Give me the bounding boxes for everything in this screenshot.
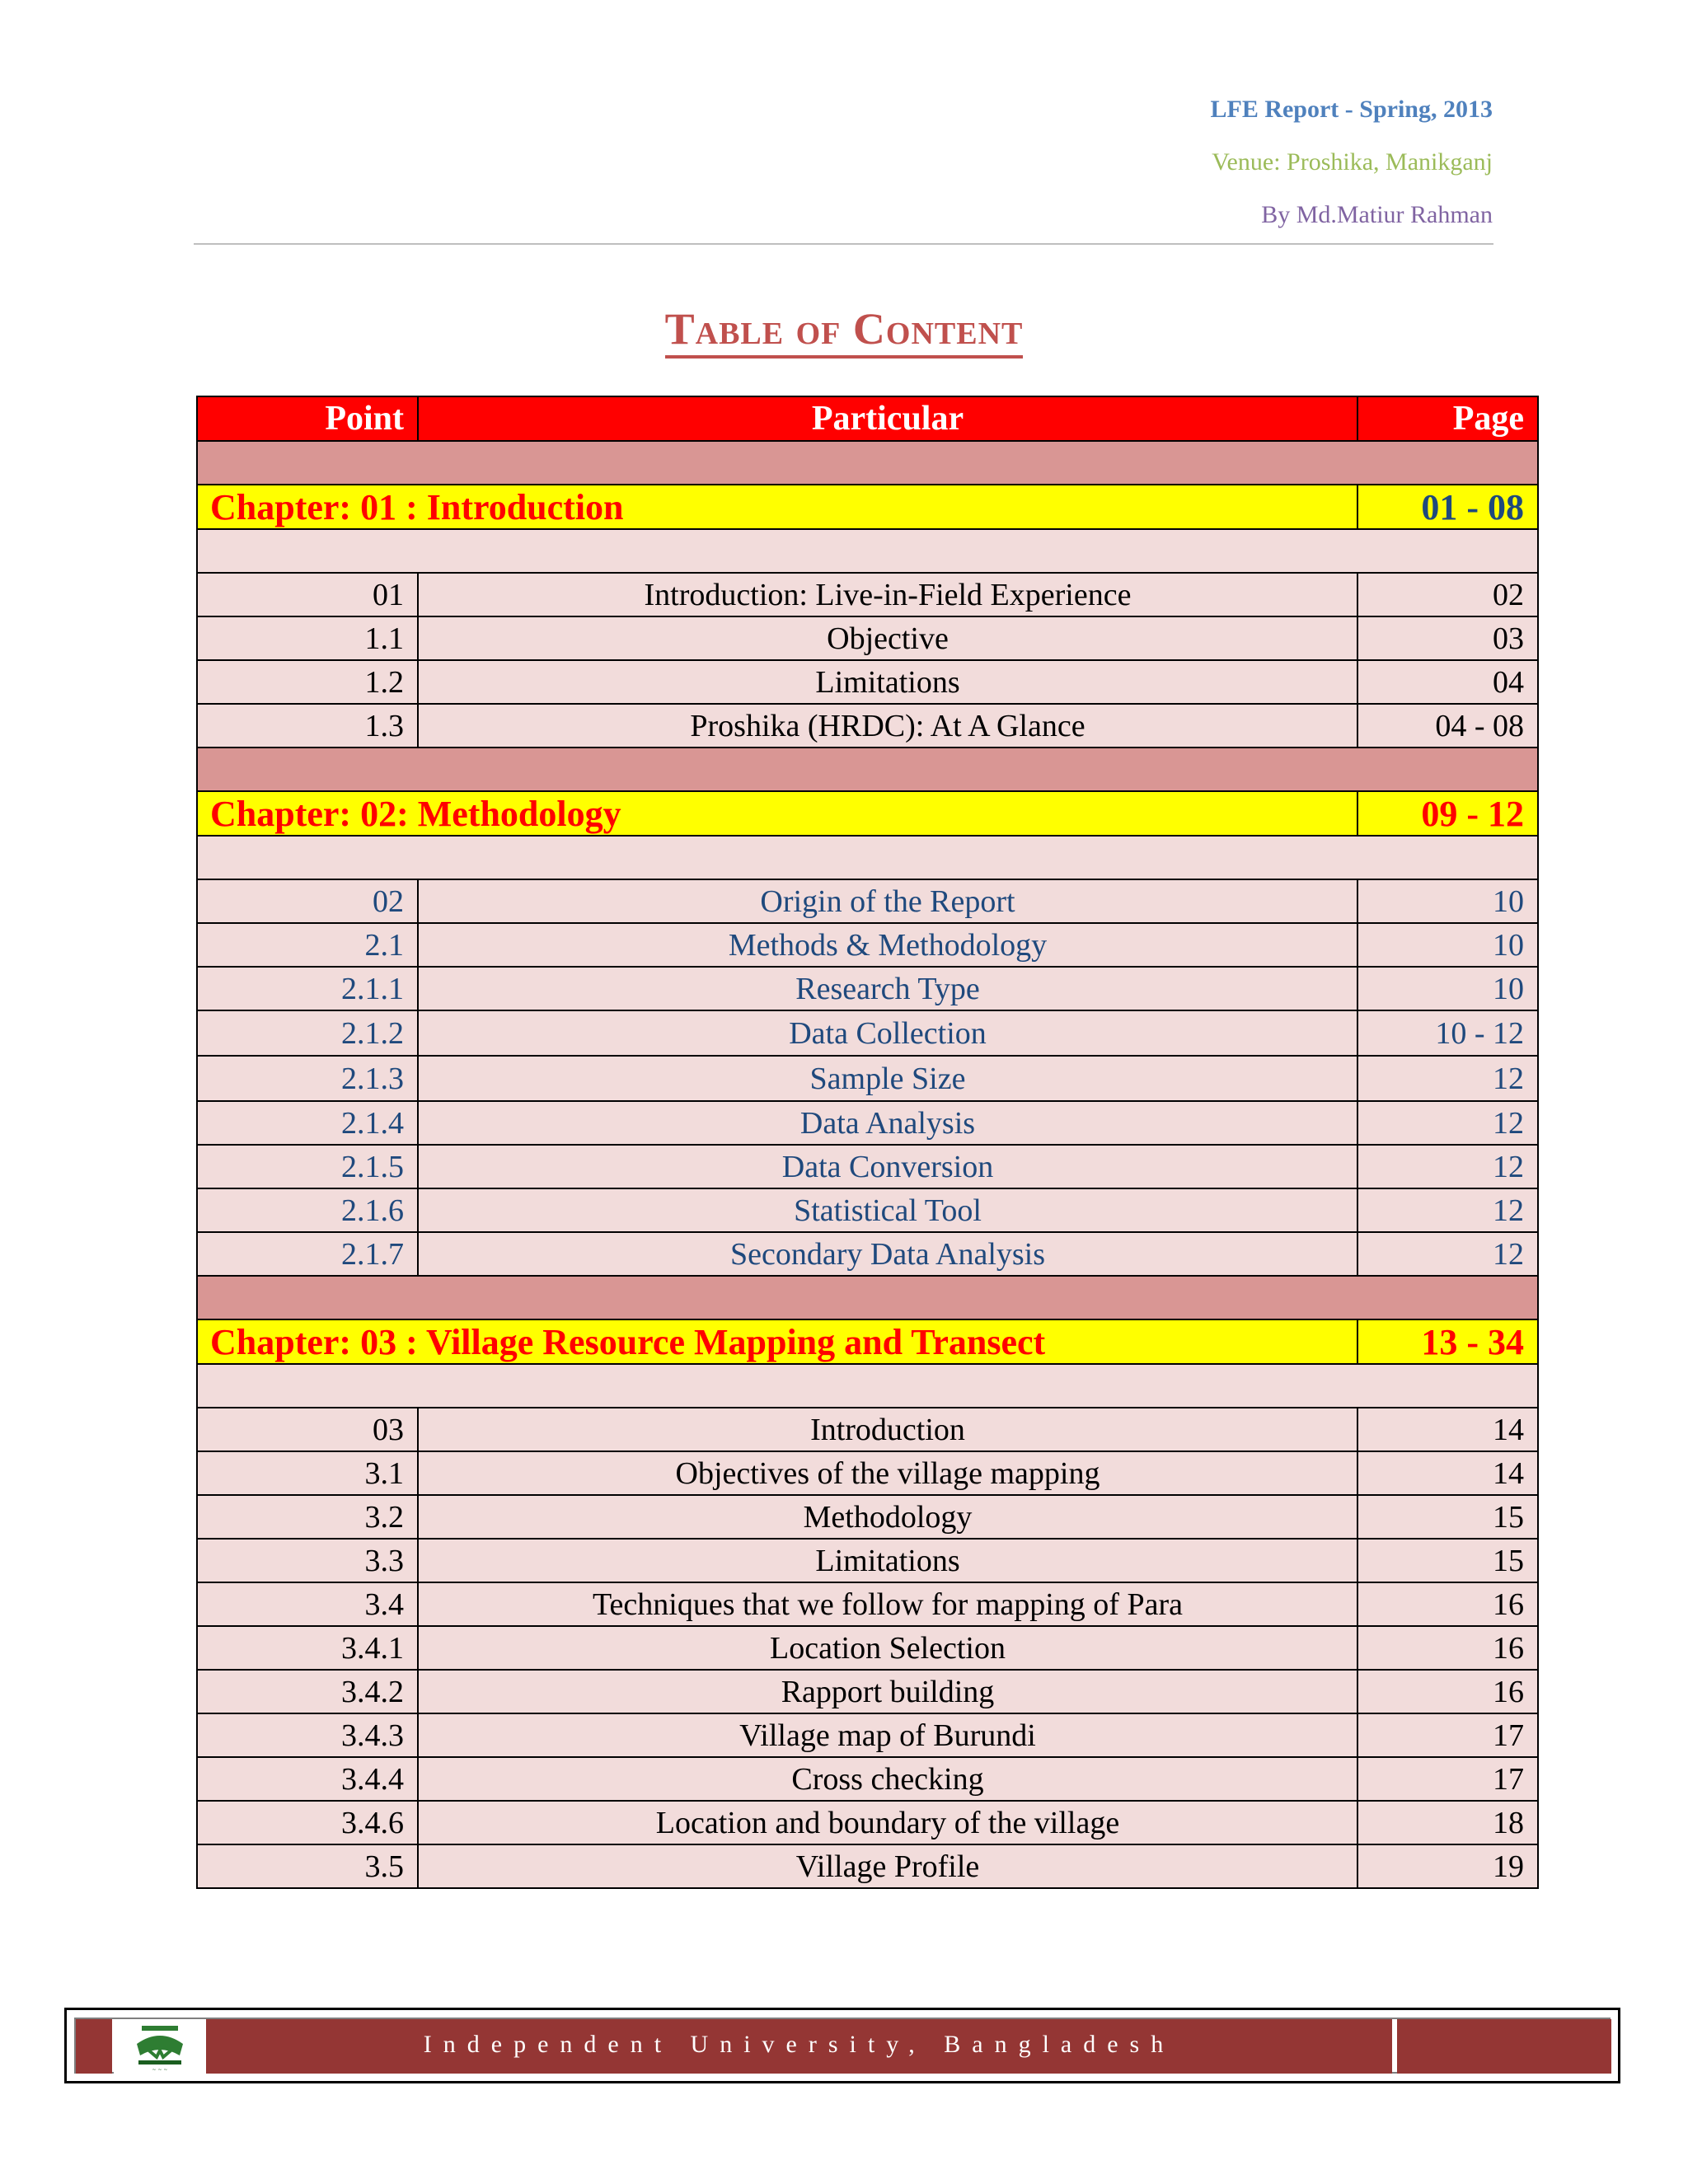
toc-table — [196, 396, 1539, 1889]
toc-row — [197, 1844, 1538, 1888]
particular-cell: Origin of the Report — [418, 879, 1357, 923]
chapter-spacer — [197, 836, 1538, 879]
toc-title — [0, 303, 1688, 354]
toc-row — [197, 704, 1538, 748]
header-divider — [194, 243, 1493, 245]
particular-cell: Data Analysis — [418, 1101, 1357, 1145]
page-cell: 12 — [1357, 1056, 1538, 1101]
particular-cell: Limitations — [418, 1539, 1357, 1582]
point-cell: 3.3 — [197, 1539, 418, 1582]
point-cell: 2.1.2 — [197, 1010, 418, 1056]
footer-accent-left — [76, 2019, 112, 2074]
toc-header-row — [197, 396, 1538, 441]
point-cell: 03 — [197, 1408, 418, 1451]
point-cell: 2.1.3 — [197, 1056, 418, 1101]
point-cell: 3.4.4 — [197, 1757, 418, 1801]
particular-cell: Methodology — [418, 1495, 1357, 1539]
author-line: By Md.Matiur Rahman — [1261, 201, 1493, 228]
point-cell: 1.3 — [197, 704, 418, 748]
page-cell: 16 — [1357, 1670, 1538, 1713]
toc-row — [197, 1232, 1538, 1276]
point-cell: 2.1.1 — [197, 967, 418, 1010]
header-page: Page — [1357, 396, 1538, 441]
page-cell: 15 — [1357, 1539, 1538, 1582]
chapter-separator — [197, 748, 1538, 791]
chapter-title: Chapter: 01 : Introduction — [197, 485, 1357, 529]
point-cell: 3.1 — [197, 1451, 418, 1495]
chapter-separator — [197, 441, 1538, 485]
particular-cell: Methods & Methodology — [418, 923, 1357, 967]
point-cell: 2.1.4 — [197, 1101, 418, 1145]
footer-accent-right — [1397, 2019, 1611, 2074]
toc-row — [197, 1451, 1538, 1495]
particular-cell: Data Conversion — [418, 1145, 1357, 1188]
page-cell: 14 — [1357, 1408, 1538, 1451]
particular-cell: Cross checking — [418, 1757, 1357, 1801]
chapter-row — [197, 1319, 1538, 1364]
chapter-row — [197, 485, 1538, 529]
svg-text:~ ~ ~: ~ ~ ~ — [152, 2067, 168, 2073]
toc-row — [197, 923, 1538, 967]
toc-row — [197, 1056, 1538, 1101]
toc-row — [197, 616, 1538, 660]
chapter-spacer — [197, 1364, 1538, 1408]
point-cell: 1.2 — [197, 660, 418, 704]
page-cell: 14 — [1357, 1451, 1538, 1495]
point-cell: 3.4.3 — [197, 1713, 418, 1757]
particular-cell: Village map of Burundi — [418, 1713, 1357, 1757]
point-cell: 2.1.7 — [197, 1232, 418, 1276]
point-cell: 3.4.6 — [197, 1801, 418, 1844]
page-header — [1210, 97, 1493, 227]
point-cell: 3.2 — [197, 1495, 418, 1539]
point-cell: 02 — [197, 879, 418, 923]
page-cell: 12 — [1357, 1101, 1538, 1145]
venue-line: Venue: Proshika, Manikganj — [1212, 148, 1493, 176]
page-cell: 12 — [1357, 1145, 1538, 1188]
page-cell: 10 — [1357, 967, 1538, 1010]
toc-title-text: Table of Content — [665, 304, 1024, 359]
page-cell: 10 — [1357, 923, 1538, 967]
chapter-row — [197, 791, 1538, 836]
chapter-spacer — [197, 529, 1538, 573]
page-cell: 04 — [1357, 660, 1538, 704]
header-particular: Particular — [418, 396, 1357, 441]
chapter-pages: 01 - 08 — [1357, 485, 1538, 529]
toc-row — [197, 1188, 1538, 1232]
toc-row — [197, 1801, 1538, 1844]
page-cell: 16 — [1357, 1582, 1538, 1626]
particular-cell: Secondary Data Analysis — [418, 1232, 1357, 1276]
page-footer — [64, 2008, 1620, 2083]
particular-cell: Statistical Tool — [418, 1188, 1357, 1232]
toc-row — [197, 1713, 1538, 1757]
page-cell: 15 — [1357, 1495, 1538, 1539]
point-cell: 3.4.1 — [197, 1626, 418, 1670]
page-cell: 04 - 08 — [1357, 704, 1538, 748]
chapter-pages: 09 - 12 — [1357, 791, 1538, 836]
particular-cell: Objectives of the village mapping — [418, 1451, 1357, 1495]
toc-row — [197, 1495, 1538, 1539]
toc-row — [197, 967, 1538, 1010]
particular-cell: Limitations — [418, 660, 1357, 704]
toc-row — [197, 1539, 1538, 1582]
page-cell: 10 - 12 — [1357, 1010, 1538, 1056]
toc-row — [197, 1582, 1538, 1626]
page-cell: 17 — [1357, 1713, 1538, 1757]
point-cell: 2.1.5 — [197, 1145, 418, 1188]
particular-cell: Sample Size — [418, 1056, 1357, 1101]
chapter-pages: 13 - 34 — [1357, 1319, 1538, 1364]
toc-row — [197, 573, 1538, 616]
toc-row — [197, 879, 1538, 923]
particular-cell: Objective — [418, 616, 1357, 660]
particular-cell: Location Selection — [418, 1626, 1357, 1670]
toc-row — [197, 1626, 1538, 1670]
footer-university-name: Independent University, Bangladesh — [206, 2019, 1392, 2074]
page-cell: 16 — [1357, 1626, 1538, 1670]
particular-cell: Village Profile — [418, 1844, 1357, 1888]
chapter-title: Chapter: 03 : Village Resource Mapping and Transect — [197, 1319, 1357, 1364]
toc-row — [197, 1101, 1538, 1145]
toc-row — [197, 1408, 1538, 1451]
page-cell: 12 — [1357, 1188, 1538, 1232]
particular-cell: Techniques that we follow for mapping of Para — [418, 1582, 1357, 1626]
toc-row — [197, 660, 1538, 704]
point-cell: 3.4 — [197, 1582, 418, 1626]
particular-cell: Rapport building — [418, 1670, 1357, 1713]
university-logo-icon — [114, 2019, 206, 2074]
header-point: Point — [197, 396, 418, 441]
page-cell: 03 — [1357, 616, 1538, 660]
report-title: LFE Report - Spring, 2013 — [1210, 96, 1493, 123]
toc-row — [197, 1670, 1538, 1713]
point-cell: 2.1 — [197, 923, 418, 967]
page-cell: 19 — [1357, 1844, 1538, 1888]
page-cell: 17 — [1357, 1757, 1538, 1801]
particular-cell: Proshika (HRDC): At A Glance — [418, 704, 1357, 748]
point-cell: 1.1 — [197, 616, 418, 660]
particular-cell: Introduction — [418, 1408, 1357, 1451]
particular-cell: Location and boundary of the village — [418, 1801, 1357, 1844]
chapter-title: Chapter: 02: Methodology — [197, 791, 1357, 836]
page-cell: 02 — [1357, 573, 1538, 616]
particular-cell: Introduction: Live-in-Field Experience — [418, 573, 1357, 616]
chapter-separator — [197, 1276, 1538, 1319]
toc-row — [197, 1757, 1538, 1801]
point-cell: 3.5 — [197, 1844, 418, 1888]
particular-cell: Data Collection — [418, 1010, 1357, 1056]
particular-cell: Research Type — [418, 967, 1357, 1010]
point-cell: 3.4.2 — [197, 1670, 418, 1713]
page-cell: 12 — [1357, 1232, 1538, 1276]
toc-row — [197, 1145, 1538, 1188]
point-cell: 01 — [197, 573, 418, 616]
page-cell: 18 — [1357, 1801, 1538, 1844]
toc-row — [197, 1010, 1538, 1056]
point-cell: 2.1.6 — [197, 1188, 418, 1232]
page-cell: 10 — [1357, 879, 1538, 923]
